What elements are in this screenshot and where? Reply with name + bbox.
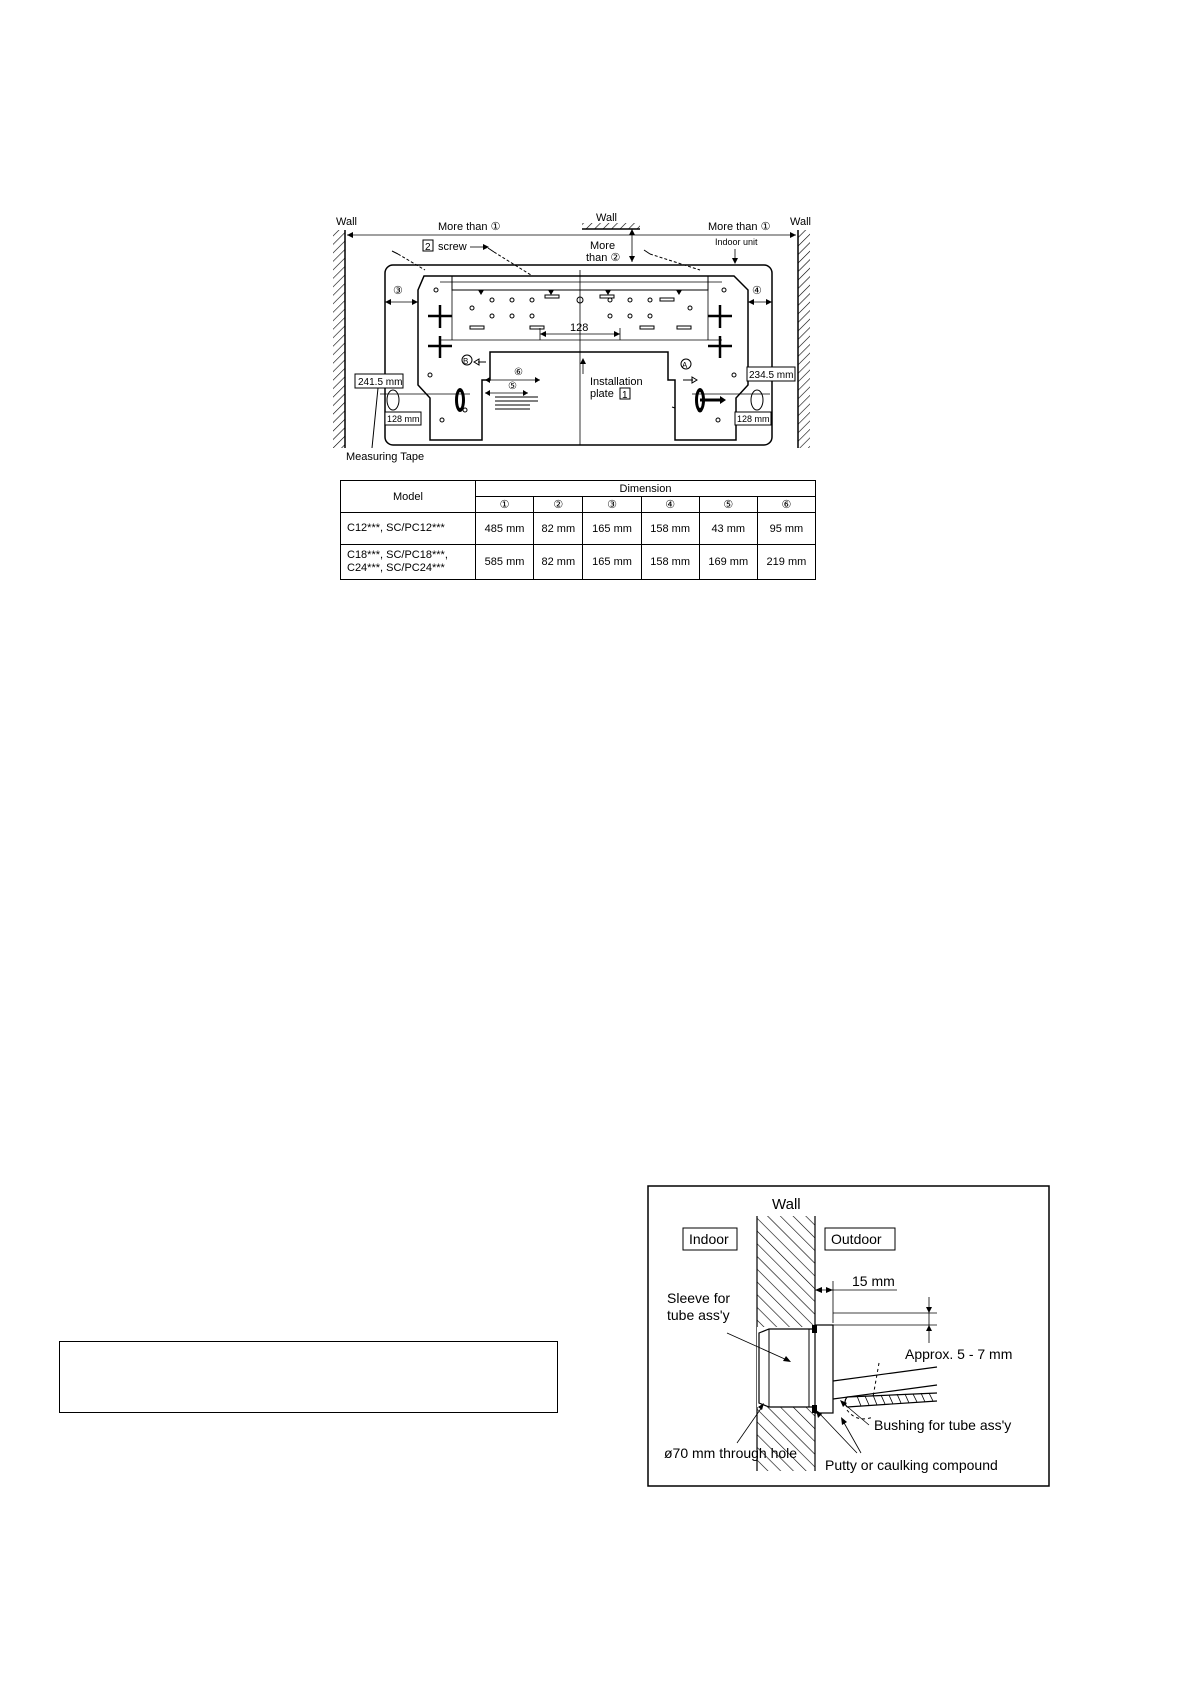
column-header: ④ [641, 497, 699, 513]
column-header: ⑥ [757, 497, 815, 513]
outdoor-label: Outdoor [831, 1231, 882, 1247]
column-header: ① [476, 497, 534, 513]
more-than-2-line2: than ② [586, 252, 621, 264]
marker-b: B [463, 357, 469, 366]
table-row [341, 545, 816, 580]
indoor-unit-label: Indoor unit [715, 237, 758, 247]
installation-plate-diagram [0, 0, 1190, 470]
wall-sleeve-diagram [647, 1185, 1050, 1487]
table-cell: 158 mm [641, 545, 699, 580]
sleeve-label-line2: tube ass'y [667, 1307, 730, 1323]
table-cell: 82 mm [534, 513, 583, 545]
marker-a: A [682, 361, 688, 370]
wall-center-label: Wall [596, 212, 617, 224]
plate-label-line2: plate [590, 388, 614, 400]
screw-label: screw [438, 241, 467, 253]
left-small: 128 mm [387, 414, 420, 424]
model-name: C18***, SC/PC18***, [347, 549, 448, 561]
table-cell: 485 mm [476, 513, 534, 545]
more-than-1-left: More than ① [438, 221, 501, 233]
putty-label: Putty or caulking compound [825, 1457, 998, 1473]
table-cell: 219 mm [757, 545, 815, 580]
table-cell: 43 mm [699, 513, 757, 545]
column-header: ② [534, 497, 583, 513]
model-header: Model [341, 481, 476, 513]
gap-label: 15 mm [852, 1273, 895, 1289]
table-cell: 165 mm [583, 545, 641, 580]
table-cell: 95 mm [757, 513, 815, 545]
table-header-row [341, 481, 816, 497]
table-cell: 82 mm [534, 545, 583, 580]
dimension-table [340, 480, 816, 580]
marker-5: ⑤ [508, 381, 517, 392]
screw-number: 2 [425, 242, 431, 253]
more-than-1-right: More than ① [708, 221, 771, 233]
measuring-tape-label: Measuring Tape [346, 451, 425, 463]
model-name: C24***, SC/PC24*** [347, 562, 445, 574]
plate-label-line1: Installation [590, 376, 643, 388]
right-measure: 234.5 mm [749, 370, 794, 381]
pipe-sketch-left [495, 397, 538, 409]
model-cell [341, 513, 476, 545]
wall-right-label: Wall [790, 216, 811, 228]
hole-label: ø70 mm through hole [664, 1445, 798, 1461]
indoor-label: Indoor [689, 1231, 729, 1247]
plate-number: 1 [622, 390, 628, 401]
more-than-2-line1: More [590, 240, 616, 252]
wall-left-label: Wall [336, 216, 357, 228]
sleeve-label-line1: Sleeve for [667, 1290, 731, 1306]
table-cell: 158 mm [641, 513, 699, 545]
note-box [59, 1341, 558, 1413]
table-cell: 585 mm [476, 545, 534, 580]
right-small: 128 mm [737, 414, 770, 424]
table-cell: 165 mm [583, 513, 641, 545]
table-row [341, 513, 816, 545]
bushing [815, 1325, 833, 1413]
model-name: C12***, SC/PC12*** [347, 522, 445, 534]
bushing-label: Bushing for tube ass'y [874, 1417, 1012, 1433]
marker-3: ③ [393, 285, 403, 297]
column-header: ⑤ [699, 497, 757, 513]
marker-6: ⑥ [514, 367, 523, 378]
center-dimension: 128 [570, 322, 589, 334]
table-cell: 169 mm [699, 545, 757, 580]
marker-4: ④ [752, 285, 762, 297]
approx-label: Approx. 5 - 7 mm [905, 1346, 1013, 1362]
left-wall [333, 230, 345, 448]
left-measure: 241.5 mm [358, 377, 403, 388]
column-header: ③ [583, 497, 641, 513]
model-cell [341, 545, 476, 580]
wall-label: Wall [772, 1196, 801, 1213]
right-wall [798, 230, 810, 448]
dimension-header: Dimension [476, 481, 816, 497]
